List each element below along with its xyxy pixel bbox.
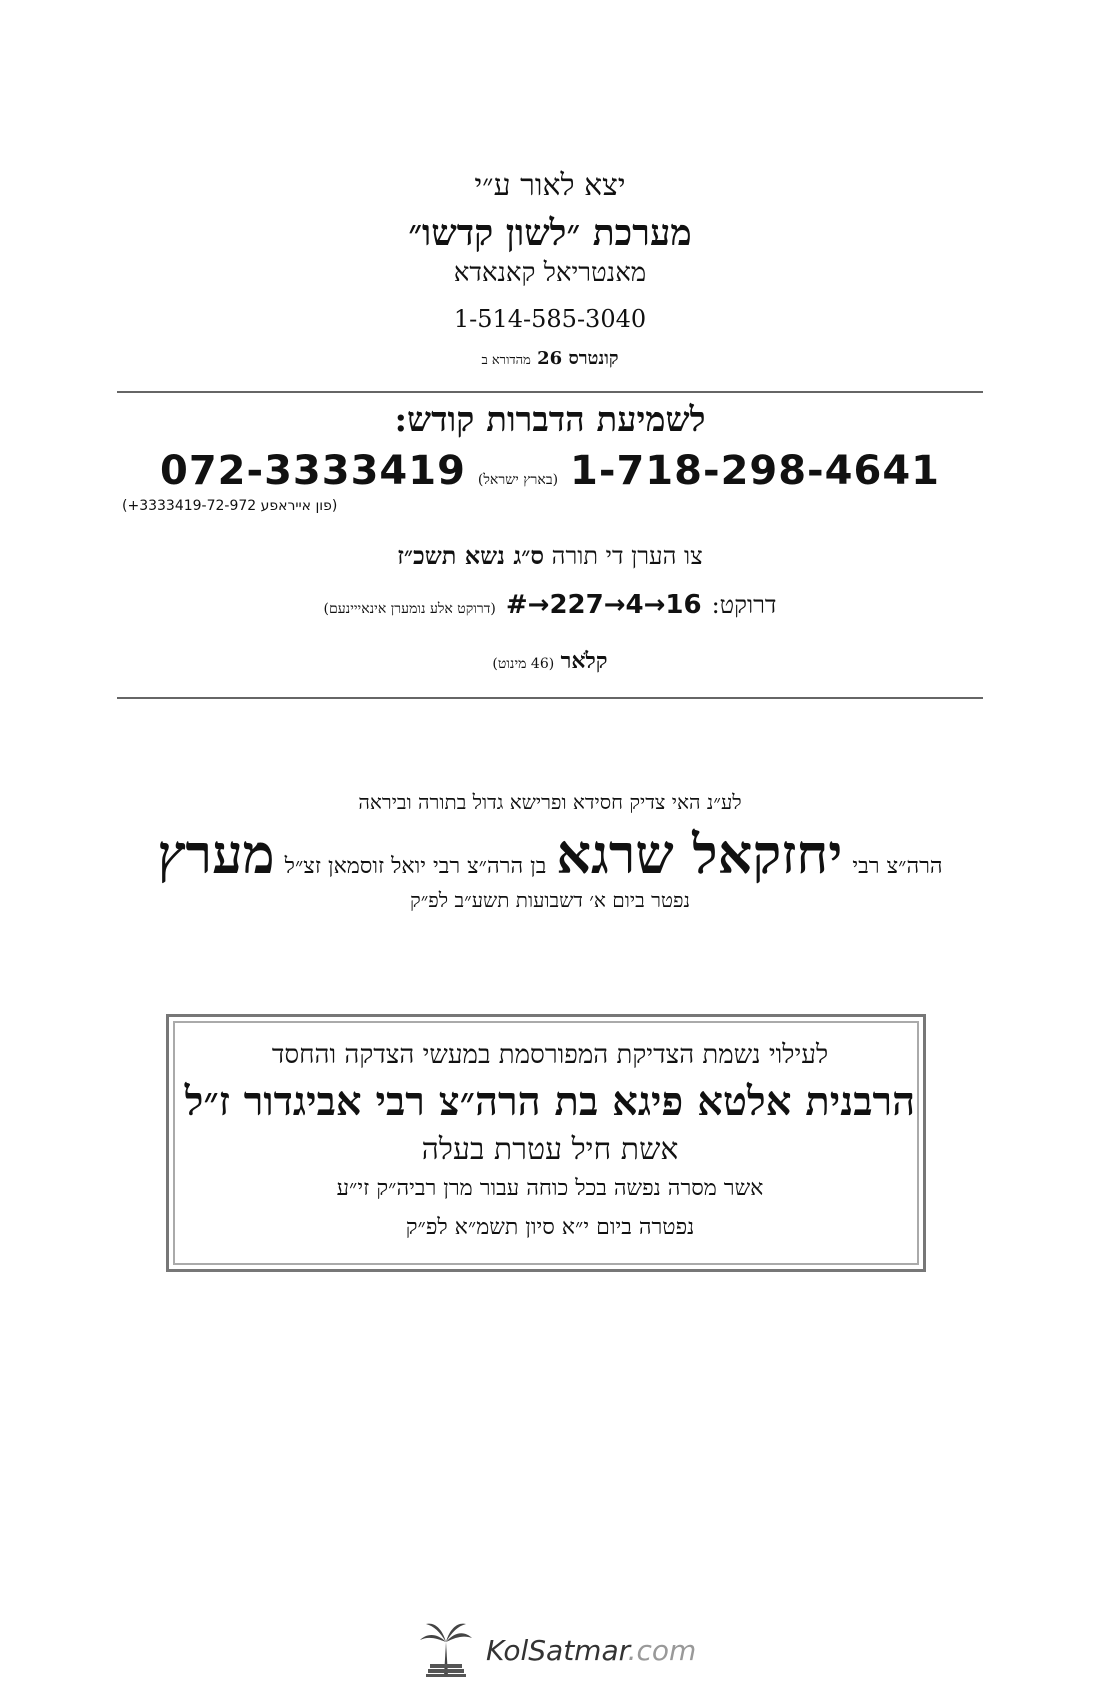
memorial-1-intro: לע״נ האי צדיק חסידא ופרישא גדול בתורה וביראה: [358, 790, 742, 814]
memorial-1-middle: בן הרה״צ רבי יואל זוסמאן זצ״ל: [284, 854, 547, 879]
direct-sequence: #→227→4→16: [505, 590, 702, 620]
logo-domain: .com: [627, 1633, 697, 1667]
memorial-1-passed: נפטר ביום א׳ דשבועות תשע״ב לפ״ק: [410, 888, 690, 912]
phone-israel: 072-3333419: [160, 448, 466, 494]
booklet-info: [0, 348, 1100, 369]
parsha-line: [0, 541, 1100, 571]
memorial-2-devotion: אשר מסרה נפשה בכל כוחה עבור מרן רביה״ק זי״ע: [336, 1176, 764, 1201]
parsha-title: ס״ג נשא תשכ״ז: [397, 541, 545, 570]
phone-us: 1-718-298-4641: [570, 448, 940, 494]
booklet-label: קונטרס: [568, 348, 619, 369]
memorial-1-name-line: [140, 822, 960, 886]
phone-numbers: [117, 448, 983, 494]
abroad-phone-note: (פון אייראפע 3333419-72-972+): [122, 498, 338, 514]
logo-name: KolSatmar: [486, 1633, 628, 1667]
direct-note: (דרוקט אלע נומערן אינאייינעם): [323, 601, 496, 617]
divider-top: [117, 391, 983, 393]
memorial-2-passed: נפטרה ביום י״א סיון תשמ״א לפ״ק: [405, 1215, 695, 1240]
publisher-city: מאנטריאל קאנאדא: [453, 258, 647, 288]
publisher-phone: 1-514-585-3040: [453, 305, 647, 333]
memorial-1-name: יחזקאל שרגא: [556, 822, 843, 886]
booklet-number: 26: [537, 348, 563, 369]
parsha-prefix: צו הערן די תורה: [551, 542, 703, 570]
publisher-name: מערכת ״לשון קדשו״: [408, 212, 692, 254]
booklet-edition: מהדורא ב: [481, 353, 531, 368]
clear-line: [0, 648, 1100, 674]
memorial-1-prefix: הרה״צ רבי: [852, 854, 943, 879]
israel-label: (בארץ ישראל): [477, 472, 559, 488]
memorial-2-title: אשת חיל עטרת בעלה: [421, 1132, 679, 1167]
memorial-2-intro: לעילוי נשמת הצדיקת המפורסמת במעשי הצדקה והחסד: [271, 1040, 829, 1070]
publisher-line-1: יצא לאור ע״י: [474, 168, 626, 203]
listening-heading: לשמיעת הדברות קודש:: [394, 400, 706, 440]
direct-dial: [117, 590, 983, 620]
palm-tree-logo-icon: [418, 1618, 474, 1682]
memorial-1-surname: מערץ: [157, 822, 275, 886]
divider-bottom: [117, 697, 983, 699]
clear-label: קלֹאר: [560, 648, 608, 674]
memorial-2-name: הרבנית אלטא פיגא בת הרה״צ רבי אביגדור ז״ל: [184, 1078, 916, 1125]
clear-minutes: (46 מינוט): [492, 656, 555, 672]
logo-text: [486, 1634, 696, 1667]
footer-logo[interactable]: [418, 1618, 696, 1682]
direct-label: דרוקט:: [711, 591, 777, 619]
